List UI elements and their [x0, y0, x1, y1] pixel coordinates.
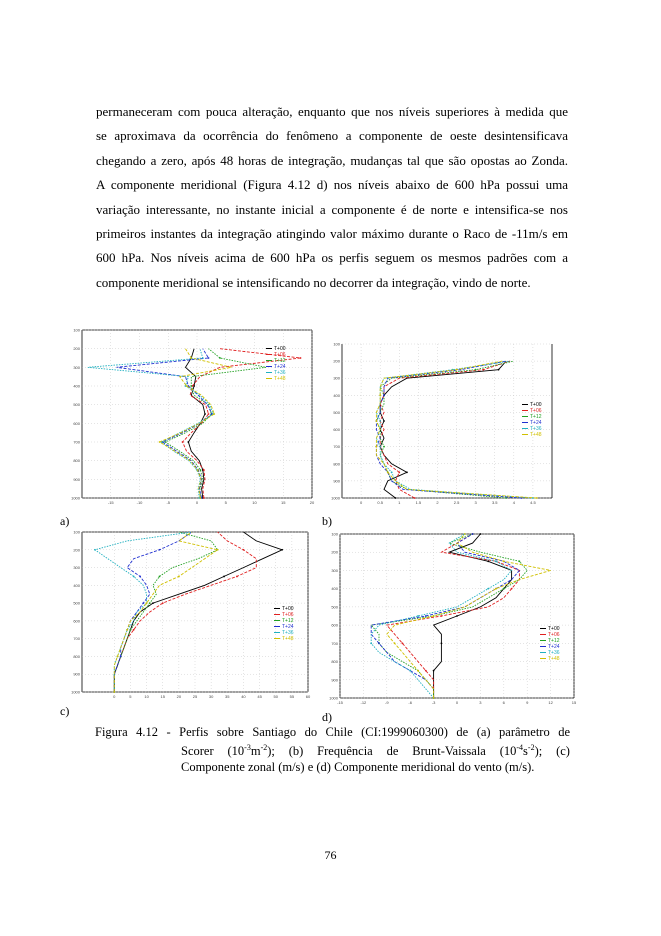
series-point — [519, 560, 521, 562]
series-point — [159, 441, 161, 443]
series-point — [487, 560, 489, 562]
series-point — [433, 670, 435, 672]
series-point — [433, 615, 435, 617]
paragraph-line: permaneceram com pouca alteração, enquanto que nos níveis superiores à medida que — [96, 104, 568, 119]
y-tick-label: 600 — [333, 427, 340, 433]
legend-entry: T+36 — [282, 630, 294, 636]
x-tick-label: 1.5 — [415, 500, 422, 505]
page-number: 76 — [324, 848, 337, 862]
x-tick-label: 12 — [548, 700, 553, 705]
x-tick-label: 0 — [113, 694, 116, 699]
x-tick-label: 0 — [195, 500, 199, 505]
x-tick-label: 2.5 — [453, 500, 460, 505]
y-tick-label: 200 — [333, 358, 340, 364]
y-tick-label: 1000 — [71, 689, 80, 695]
panel-label-b: b) — [322, 514, 332, 528]
legend-entry: T+12 — [274, 358, 286, 364]
y-tick-label: 500 — [73, 402, 80, 408]
caption-superscript: -3 — [244, 743, 251, 752]
y-tick-label: 200 — [73, 547, 80, 553]
y-tick-label: 700 — [331, 640, 338, 646]
y-tick-label: 1000 — [329, 695, 338, 701]
series-line — [376, 361, 513, 498]
paragraph-line: se aproximava da ocorrência do fenômeno a componente de oeste desintensificava — [96, 128, 568, 144]
series-point — [186, 385, 188, 387]
series-point — [375, 446, 377, 448]
chart-c — [64, 528, 314, 700]
series-point — [182, 441, 184, 443]
legend-entry: T+00 — [282, 606, 294, 612]
series-line — [371, 534, 519, 698]
legend-entry: T+00 — [548, 626, 560, 632]
series-point — [190, 385, 192, 387]
series-point — [475, 369, 477, 371]
x-tick-label: 6 — [502, 700, 505, 705]
chart-d — [320, 526, 580, 708]
caption-line-2 — [181, 740, 570, 759]
series-point — [417, 615, 419, 617]
legend — [540, 626, 560, 662]
series-point — [133, 629, 135, 631]
series-line — [114, 532, 217, 692]
x-tick-label: 0 — [359, 500, 363, 505]
series-point — [190, 357, 192, 359]
panel-label-c: c) — [60, 704, 70, 718]
legend-entry: T+06 — [530, 408, 542, 414]
y-tick-label: 300 — [333, 375, 340, 381]
x-tick-label: 30 — [208, 694, 214, 699]
legend-entry: T+48 — [274, 376, 286, 382]
y-tick-label: 900 — [333, 478, 340, 484]
y-tick-label: 500 — [333, 409, 340, 415]
x-tick-label: -15 — [107, 500, 114, 505]
series-point — [152, 602, 154, 604]
series-point — [498, 369, 500, 371]
x-tick-label: 0 — [455, 700, 459, 705]
y-tick-label: 700 — [333, 444, 340, 450]
series-point — [532, 497, 534, 499]
series-point — [495, 560, 497, 562]
series-point — [197, 469, 199, 471]
x-tick-label: 2 — [436, 500, 439, 505]
x-tick-label: 15 — [281, 500, 286, 505]
legend — [522, 402, 542, 438]
series-point — [146, 602, 148, 604]
x-tick-label: 35 — [225, 694, 230, 699]
series-point — [159, 576, 161, 578]
x-tick-label: 4 — [512, 500, 515, 505]
series-point — [409, 670, 411, 672]
series-point — [133, 576, 135, 578]
series-point — [149, 602, 151, 604]
series-point — [511, 588, 513, 590]
paragraph-line: 600 hPa. Nos níveis acima de 600 hPa os perfis seguem os mesmos padrões com a — [96, 250, 568, 266]
chart-b — [322, 326, 558, 512]
x-tick-label: -3 — [431, 700, 436, 705]
series-point — [208, 413, 210, 415]
series-point — [187, 441, 189, 443]
series-point — [417, 670, 419, 672]
series-point — [402, 642, 404, 644]
series-line — [376, 361, 521, 498]
series-point — [162, 602, 164, 604]
tick-group — [329, 532, 577, 706]
series-point — [120, 656, 122, 658]
paragraph-line: variação interessante, no instante inicial a componente é de norte e intensifica-se nos — [96, 201, 568, 217]
x-tick-label: 0.5 — [377, 500, 383, 505]
series-point — [394, 642, 396, 644]
y-tick-label: 900 — [73, 671, 80, 677]
series-point — [243, 549, 245, 551]
series-point — [117, 656, 119, 658]
series-point — [379, 394, 381, 396]
paragraph-line: primeiros instantes da integração atingindo valor máximo durante o Raco de -11m/s em — [96, 226, 568, 242]
y-tick-label: 400 — [73, 582, 80, 588]
x-tick-label: -9 — [385, 700, 389, 705]
series-point — [203, 469, 205, 471]
series-point — [378, 642, 380, 644]
series-point — [441, 642, 443, 644]
series-point — [375, 420, 377, 422]
legend-entry: T+48 — [282, 636, 294, 642]
chart-panel-c — [64, 528, 314, 700]
series-line — [387, 534, 551, 698]
series-point — [236, 576, 238, 578]
series-point — [425, 615, 427, 617]
x-tick-label: 25 — [192, 694, 198, 699]
y-tick-label: 1000 — [71, 495, 80, 501]
series-point — [379, 420, 381, 422]
y-tick-label: 100 — [333, 341, 340, 347]
series-point — [193, 385, 195, 387]
y-tick-label: 500 — [331, 604, 338, 610]
x-tick-label: 55 — [289, 694, 295, 699]
series-point — [178, 576, 180, 578]
series-point — [130, 629, 132, 631]
y-tick-label: 400 — [331, 586, 338, 592]
x-tick-label: 5 — [129, 694, 132, 699]
y-tick-label: 800 — [333, 461, 340, 467]
x-tick-label: 9 — [526, 700, 529, 705]
series-point — [391, 471, 393, 473]
x-tick-label: -6 — [408, 700, 412, 705]
series-point — [379, 446, 381, 448]
y-tick-label: 300 — [331, 567, 338, 573]
chart-a — [60, 326, 318, 512]
series-point — [217, 549, 219, 551]
series-point — [300, 357, 302, 359]
series-point — [383, 420, 385, 422]
paragraph-line: A componente meridional (Figura 4.12 d) nos níveis abaixo de 600 hPa possui uma — [96, 177, 568, 193]
y-tick-label: 500 — [73, 600, 80, 606]
caption-fragment: s — [523, 744, 528, 759]
y-tick-label: 100 — [331, 531, 338, 537]
legend-entry: T+36 — [530, 426, 542, 432]
y-tick-label: 700 — [73, 636, 80, 642]
chart-panel-d — [320, 526, 580, 708]
series-point — [200, 497, 202, 499]
x-tick-label: 15 — [571, 700, 577, 705]
series-point — [94, 549, 96, 551]
chart-panel-a — [60, 326, 318, 512]
series-point — [126, 629, 128, 631]
x-tick-label: 20 — [309, 500, 315, 505]
caption-fragment: ); (c) — [534, 744, 570, 759]
series-point — [383, 446, 385, 448]
caption-superscript: -2 — [260, 743, 268, 752]
legend — [266, 346, 286, 382]
x-tick-label: -10 — [136, 500, 143, 505]
series-point — [281, 549, 283, 551]
y-tick-label: 300 — [73, 565, 80, 571]
legend-entry: T+06 — [282, 612, 294, 618]
chart-panel-b — [322, 326, 558, 512]
series-point — [536, 497, 538, 499]
x-tick-label: 60 — [305, 694, 311, 699]
series-point — [464, 533, 466, 535]
y-tick-label: 700 — [73, 439, 80, 445]
y-tick-label: 800 — [331, 659, 338, 665]
legend-entry: T+06 — [548, 632, 560, 638]
legend-entry: T+12 — [282, 618, 294, 624]
series-point — [480, 533, 482, 535]
y-tick-label: 600 — [331, 622, 338, 628]
series-point — [387, 471, 389, 473]
caption-line-3: Componente zonal (m/s) e (d) Componente meridional do vento (m/s). — [181, 760, 535, 775]
series-point — [139, 576, 141, 578]
y-tick-label: 800 — [73, 653, 80, 659]
legend-entry: T+24 — [282, 624, 294, 630]
legend-entry: T+36 — [274, 370, 286, 376]
series-point — [395, 497, 397, 499]
legend-entry: T+36 — [548, 650, 560, 656]
series-point — [159, 549, 161, 551]
caption-superscript: -2 — [527, 743, 535, 752]
series-point — [406, 471, 408, 473]
series-line — [114, 532, 192, 692]
series-point — [202, 357, 204, 359]
paragraph-line: chegando a zero, após 48 horas de integração, mudanças tal que são opostas ao Zonda. — [96, 152, 568, 168]
series-point — [208, 357, 210, 359]
series-line — [434, 534, 512, 698]
series-point — [456, 615, 458, 617]
legend-entry: T+48 — [530, 432, 542, 438]
y-tick-label: 200 — [331, 549, 338, 555]
series-point — [204, 413, 206, 415]
legend-entry: T+06 — [274, 352, 286, 358]
tick-group — [331, 342, 536, 506]
x-tick-label: -5 — [166, 500, 171, 505]
x-tick-label: -12 — [360, 700, 367, 705]
caption-superscript: -4 — [516, 743, 524, 752]
legend-entry: T+12 — [530, 414, 542, 420]
legend — [274, 606, 294, 642]
series-point — [200, 469, 202, 471]
caption-fragment: m — [250, 744, 261, 759]
x-tick-label: 40 — [241, 694, 246, 699]
series-point — [503, 588, 505, 590]
series-point — [414, 497, 416, 499]
series-line — [387, 534, 520, 698]
legend-entry: T+24 — [274, 364, 286, 370]
x-tick-label: 15 — [160, 694, 165, 699]
x-tick-label: 10 — [252, 500, 257, 505]
series-point — [441, 615, 443, 617]
series-line — [114, 532, 256, 692]
series-point — [398, 471, 400, 473]
y-tick-label: 600 — [73, 618, 80, 624]
y-tick-label: 800 — [73, 458, 80, 464]
x-tick-label: 45 — [257, 694, 262, 699]
x-tick-label: 4.5 — [530, 500, 536, 505]
x-tick-label: 3.5 — [491, 500, 498, 505]
x-tick-label: 20 — [176, 694, 182, 699]
series-point — [472, 533, 474, 535]
y-tick-label: 300 — [73, 364, 80, 370]
series-point — [383, 394, 385, 396]
y-tick-label: 600 — [73, 420, 80, 426]
legend-entry: T+00 — [274, 346, 286, 352]
legend-entry: T+48 — [548, 656, 560, 662]
caption-fragment: ); (b) Frequência de Brunt-Vaissala (10 — [267, 744, 517, 759]
legend-entry: T+12 — [548, 638, 560, 644]
series-point — [370, 642, 372, 644]
x-tick-label: 50 — [273, 694, 278, 699]
series-point — [482, 369, 484, 371]
series-point — [219, 357, 221, 359]
x-tick-label: 5 — [224, 500, 227, 505]
series-point — [113, 691, 115, 693]
y-tick-label: 100 — [73, 327, 80, 333]
y-tick-label: 900 — [73, 476, 80, 482]
body-paragraph — [96, 100, 568, 295]
caption-fragment: Scorer (10 — [181, 744, 245, 759]
x-tick-label: 10 — [144, 694, 149, 699]
series-point — [433, 697, 435, 699]
y-tick-label: 1000 — [331, 495, 340, 501]
y-tick-label: 100 — [73, 529, 80, 535]
legend-entry: T+00 — [530, 402, 542, 408]
series-point — [223, 576, 225, 578]
series-point — [503, 560, 505, 562]
x-tick-label: 1 — [398, 500, 401, 505]
y-tick-label: 400 — [73, 383, 80, 389]
series-point — [487, 588, 489, 590]
x-tick-label: 3 — [474, 500, 477, 505]
y-tick-label: 900 — [331, 677, 338, 683]
y-tick-label: 400 — [333, 392, 340, 398]
panel-label-d: d) — [322, 710, 332, 724]
series-point — [213, 413, 215, 415]
x-tick-label: 3 — [479, 700, 482, 705]
series-point — [142, 602, 144, 604]
panel-label-a: a) — [60, 514, 70, 528]
paragraph-line: componente meridional se intensificando no decorrer da integração, vindo de norte. — [96, 274, 531, 290]
series-point — [495, 588, 497, 590]
series-point — [456, 369, 458, 371]
legend-entry: T+24 — [548, 644, 560, 650]
series-line — [114, 532, 217, 692]
y-tick-label: 200 — [73, 346, 80, 352]
series-point — [425, 670, 427, 672]
legend-entry: T+24 — [530, 420, 542, 426]
series-point — [203, 497, 205, 499]
caption-line-1: Figura 4.12 - Perfis sobre Santiago do Chile (CI:1999060300) de (a) parâmetro de — [95, 725, 570, 739]
x-tick-label: -15 — [337, 700, 343, 705]
figure-caption — [95, 724, 570, 775]
